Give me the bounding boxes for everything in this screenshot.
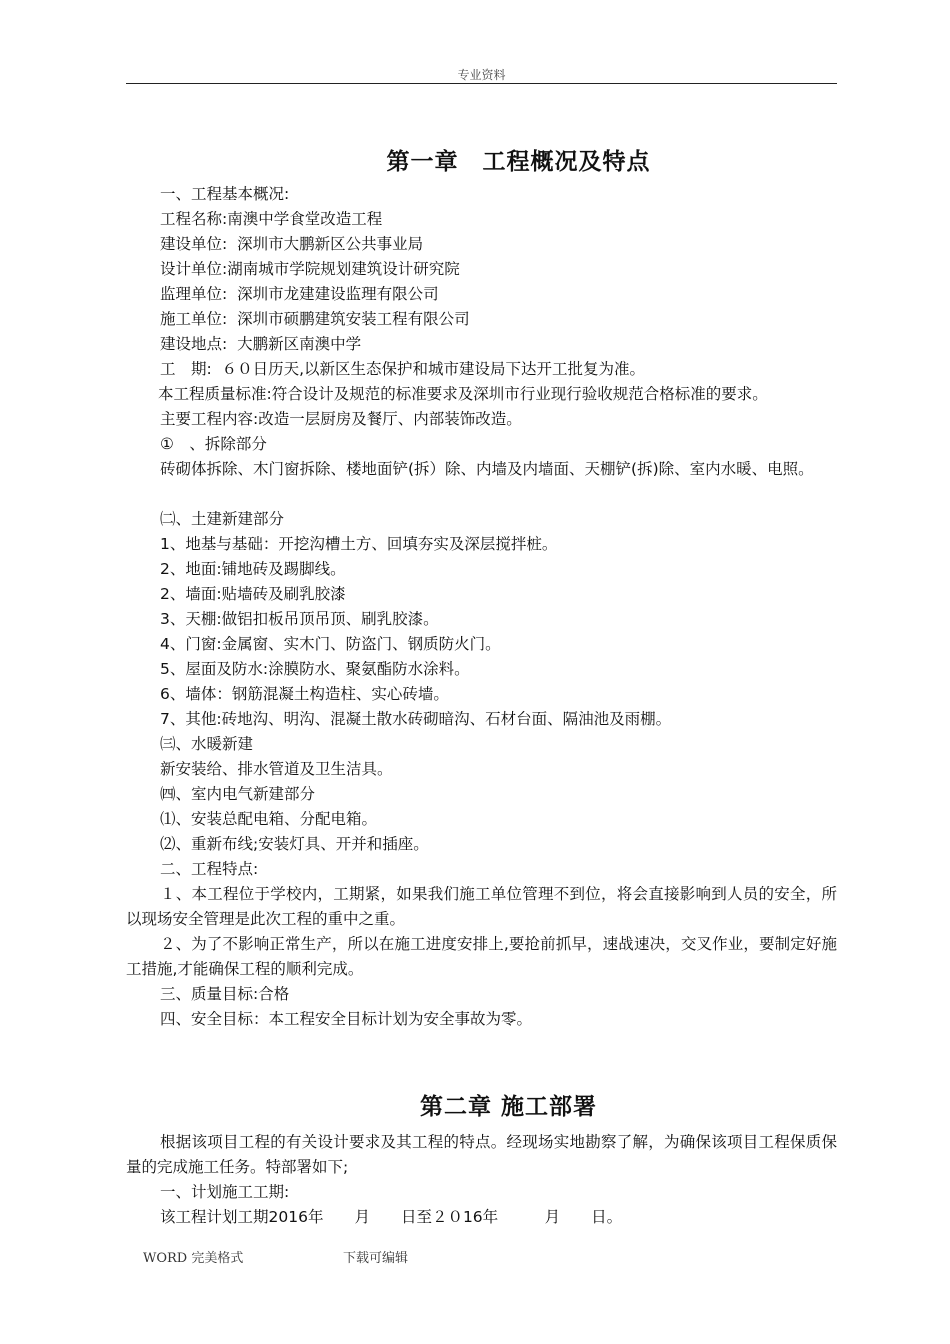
footer-left: WORD 完美格式 xyxy=(143,1251,244,1266)
ch1-line: ㈡、土建新建部分 xyxy=(160,510,285,528)
ch1-line: 1、地基与基础：开挖沟槽土方、回填夯实及深层搅拌桩。 xyxy=(160,535,558,553)
ch1-line: 7、其他:砖地沟、明沟、混凝土散水砖砌暗沟、石材台面、隔油池及雨棚。 xyxy=(160,710,672,728)
page-header: 专业资料 xyxy=(457,68,506,82)
ch1-line: 设计单位:湖南城市学院规划建筑设计研究院 xyxy=(160,260,460,278)
footer-right: 下载可编辑 xyxy=(343,1251,409,1266)
ch1-line: 6、墙体：钢筋混凝土构造柱、实心砖墙。 xyxy=(160,685,449,703)
chapter-2-title: 第二章 施工部署 xyxy=(419,1094,597,1120)
ch1-line: 新安装给、排水管道及卫生洁具。 xyxy=(160,760,393,778)
ch1-line: 建设地点: 大鹏新区南澳中学 xyxy=(160,335,362,353)
chapter-1-title: 第一章 工程概况及特点 xyxy=(386,149,651,175)
ch1-line: ㈣、室内电气新建部分 xyxy=(160,785,316,803)
ch1-line: 工程名称:南澳中学食堂改造工程 xyxy=(160,210,383,228)
header-rule xyxy=(126,83,837,84)
ch1-line: 2、地面:铺地砖及踢脚线。 xyxy=(160,560,346,578)
ch1-line: 一、工程基本概况: xyxy=(160,185,290,203)
ch2-line: 一、计划施工工期: xyxy=(160,1183,290,1201)
ch1-line: 4、门窗:金属窗、实木门、防盗门、钢质防火门。 xyxy=(160,635,501,653)
ch1-line: ⑴、安装总配电箱、分配电箱。 xyxy=(160,810,378,828)
ch1-line: 3、天棚:做铝扣板吊顶吊顶、刷乳胶漆。 xyxy=(160,610,439,628)
chapter-2-intro: 根据该项目工程的有关设计要求及其工程的特点。经现场实地勘察了解，为确保该项目工程保质保量的完成施工任务。特部署如下; xyxy=(126,1133,837,1176)
demolition-paragraph: 砖砌体拆除、木门窗拆除、楼地面铲(拆）除、内墙及内墙面、天棚铲(拆)除、室内水暖、电照。 xyxy=(160,460,814,478)
ch1-line: ⑵、重新布线;安装灯具、开并和插座。 xyxy=(160,835,429,853)
ch1-line: 2、墙面:贴墙砖及刷乳胶漆 xyxy=(160,585,346,603)
ch1-line: 监理单位: 深圳市龙建建设监理有限公司 xyxy=(160,285,439,303)
ch1-line: ① 、拆除部分 xyxy=(160,435,267,453)
ch1-line: 主要工程内容:改造一层厨房及餐厅、内部装饰改造。 xyxy=(160,410,522,428)
ch1-line: ㈢、水暖新建 xyxy=(160,735,254,753)
ch1-line: 建设单位: 深圳市大鹏新区公共事业局 xyxy=(160,235,424,253)
ch2-line: 该工程计划工期2016年 月 日至２０16年 月 日。 xyxy=(160,1208,623,1226)
ch1-line: 工 期: ６０日历天,以新区生态保护和城市建设局下达开工批复为准。 xyxy=(160,360,646,378)
ch1-line: 5、屋面及防水:涂膜防水、聚氨酯防水涂料。 xyxy=(160,660,470,678)
ch1-line: 三、质量目标:合格 xyxy=(160,985,290,1003)
ch1-line: 二、工程特点: xyxy=(160,860,259,878)
feature-2-paragraph: ２、为了不影响正常生产，所以在施工进度安排上,要抢前抓早，速战速决，交叉作业，要制定好施工措施,才能确保工程的顺利完成。 xyxy=(126,935,837,978)
feature-1-paragraph: １、本工程位于学校内，工期紧，如果我们施工单位管理不到位，将会直接影响到人员的安全，所以现场安全管理是此次工程的重中之重。 xyxy=(126,885,837,928)
ch1-line: 本工程质量标准:符合设计及规范的标准要求及深圳市行业现行验收规范合格标准的要求。 xyxy=(158,385,768,403)
ch1-line: 施工单位: 深圳市硕鹏建筑安装工程有限公司 xyxy=(160,310,470,328)
ch1-line: 四、安全目标：本工程安全目标计划为安全事故为零。 xyxy=(160,1010,533,1028)
